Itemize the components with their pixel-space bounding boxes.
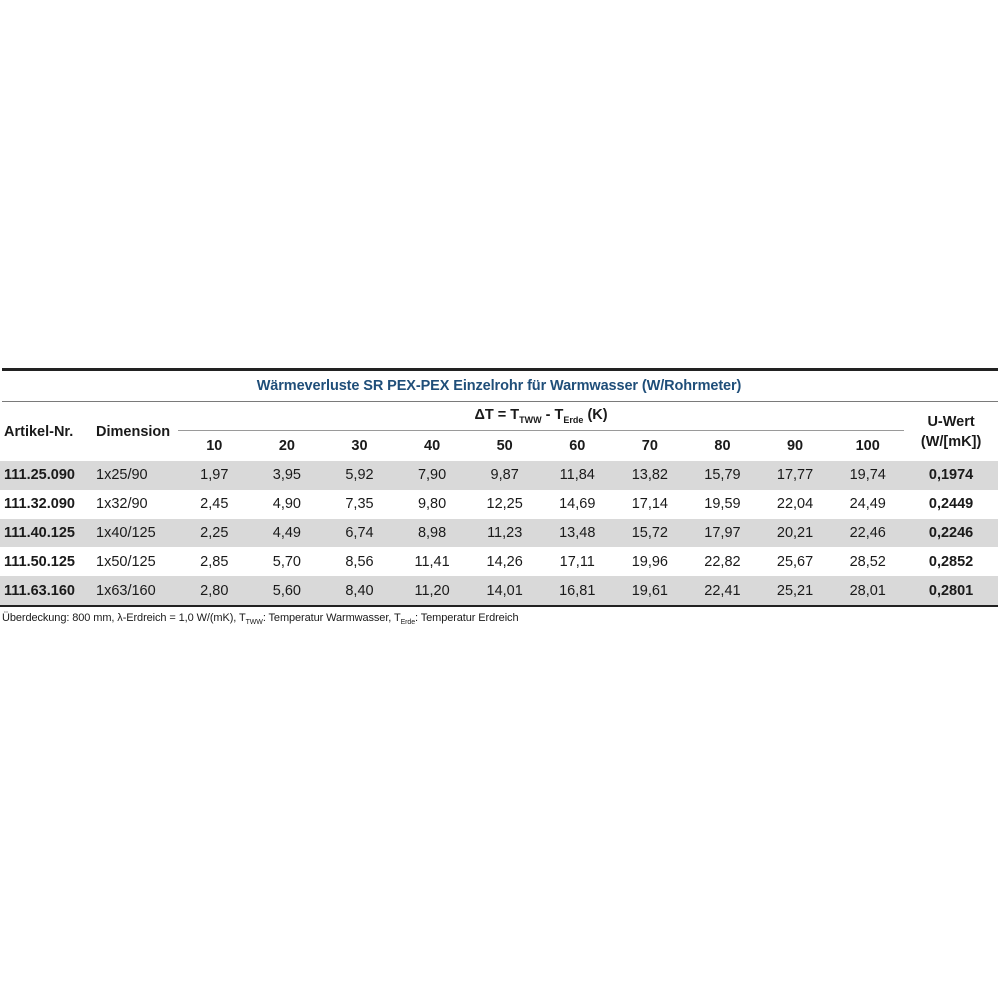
header-uwert — [904, 402, 998, 461]
uwert-line1: U-Wert — [927, 413, 975, 430]
header-artikel: Artikel-Nr. — [4, 423, 74, 440]
uwert-line2: (W/[mK]) — [920, 433, 982, 450]
cell-uwert: 0,2852 — [928, 553, 974, 570]
cell-value: 6,74 — [345, 524, 374, 541]
cell-value: 19,74 — [849, 467, 886, 484]
cell-value: 2,80 — [200, 582, 229, 599]
cell-artikel: 111.40.125 — [4, 524, 75, 541]
cell-value: 17,97 — [704, 524, 741, 541]
delta-sub-erde: Erde — [563, 414, 584, 425]
table-title: Wärmeverluste SR PEX-PEX Einzelrohr für Warmwasser (W/Rohrmeter) — [256, 378, 742, 394]
cell-value: 17,77 — [776, 467, 814, 484]
cell-value: 5,60 — [272, 582, 301, 599]
cell-value: 5,70 — [272, 553, 301, 570]
header-delta-t-40: 40 — [424, 438, 441, 454]
delta-mid: - T — [541, 407, 564, 424]
cell-dimension: 1x63/160 — [96, 582, 156, 599]
cell-value: 7,90 — [417, 467, 447, 484]
footnote-part3: : Temperatur Erdreich — [415, 611, 519, 624]
cell-artikel: 111.25.090 — [4, 467, 75, 484]
cell-value: 2,45 — [200, 496, 229, 513]
footnote-sub-erde: Erde — [400, 619, 415, 627]
header-delta-t-10: 10 — [206, 438, 223, 454]
cell-value: 19,96 — [631, 553, 668, 570]
cell-dimension: 1x25/90 — [96, 467, 148, 484]
footnote-part1: Überdeckung: 800 mm, λ-Erdreich = 1,0 W/(mK), T — [2, 611, 246, 624]
cell-value: 8,56 — [345, 553, 374, 570]
header-delta-t-80: 80 — [714, 438, 731, 454]
cell-value: 1,97 — [200, 467, 229, 484]
cell-artikel: 111.32.090 — [4, 496, 75, 513]
cell-value: 14,69 — [559, 496, 596, 513]
delta-sub-tww: TWW — [519, 414, 542, 425]
cell-value: 17,11 — [559, 553, 595, 570]
bottom-rule — [0, 605, 998, 607]
cell-value: 8,40 — [345, 582, 374, 599]
cell-value: 22,46 — [849, 524, 886, 541]
cell-value: 9,87 — [490, 467, 519, 484]
cell-value: 28,01 — [849, 582, 886, 599]
table-row — [0, 461, 998, 490]
cell-value: 11,84 — [559, 467, 595, 484]
cell-dimension: 1x32/90 — [96, 496, 148, 513]
cell-value: 19,61 — [631, 582, 668, 599]
cell-value: 28,52 — [849, 553, 886, 570]
cell-value: 4,49 — [272, 524, 301, 541]
heat-loss-table-sheet — [0, 368, 998, 626]
cell-value: 25,21 — [776, 582, 814, 599]
header-delta-t-20: 20 — [278, 438, 295, 454]
delta-suffix: (K) — [583, 407, 608, 424]
cell-value: 12,25 — [486, 496, 523, 513]
header-delta-t-60: 60 — [569, 438, 586, 454]
cell-uwert: 0,2246 — [928, 524, 974, 541]
header-delta-t-50: 50 — [496, 438, 513, 454]
footnote-sub-tww: TWW — [245, 619, 263, 627]
header-delta-t-70: 70 — [641, 438, 658, 454]
footnote — [0, 612, 998, 626]
cell-value: 2,85 — [200, 553, 229, 570]
cell-value: 5,92 — [345, 467, 374, 484]
cell-value: 11,23 — [487, 524, 523, 541]
header-delta-t-90: 90 — [786, 438, 804, 454]
cell-value: 15,72 — [631, 524, 668, 541]
cell-value: 17,14 — [631, 496, 668, 513]
cell-value: 24,49 — [849, 496, 886, 513]
cell-value: 9,80 — [417, 496, 447, 513]
cell-value: 4,90 — [272, 496, 301, 513]
cell-value: 8,98 — [417, 524, 447, 541]
cell-dimension: 1x50/125 — [96, 553, 156, 570]
cell-value: 22,04 — [776, 496, 814, 513]
cell-value: 22,41 — [704, 582, 741, 599]
cell-value: 7,35 — [345, 496, 374, 513]
cell-value: 13,82 — [631, 467, 668, 484]
table-row — [0, 547, 998, 576]
cell-value: 19,59 — [704, 496, 741, 513]
cell-value: 20,21 — [776, 524, 814, 541]
header-delta-t-100: 100 — [855, 438, 880, 454]
header-delta-t — [178, 402, 904, 431]
cell-value: 13,48 — [559, 524, 596, 541]
header-dimension: Dimension — [96, 423, 171, 440]
table-row — [0, 519, 998, 548]
cell-value: 25,67 — [776, 553, 814, 570]
cell-value: 16,81 — [559, 582, 596, 599]
cell-dimension: 1x40/125 — [96, 524, 156, 541]
cell-value: 2,25 — [200, 524, 229, 541]
footnote-part2: : Temperatur Warmwasser, T — [262, 611, 401, 624]
cell-uwert: 0,2801 — [928, 582, 974, 599]
cell-value: 3,95 — [272, 467, 301, 484]
cell-uwert: 0,1974 — [928, 467, 974, 484]
cell-value: 11,20 — [414, 582, 450, 599]
table-row — [0, 576, 998, 605]
cell-artikel: 111.50.125 — [4, 553, 75, 570]
cell-artikel: 111.63.160 — [4, 582, 75, 599]
cell-uwert: 0,2449 — [928, 496, 974, 513]
heat-loss-table — [0, 402, 998, 605]
header-delta-t-30: 30 — [351, 438, 368, 454]
cell-value: 22,82 — [704, 553, 741, 570]
delta-prefix: ΔT = T — [474, 407, 520, 424]
cell-value: 14,26 — [486, 553, 523, 570]
table-row — [0, 490, 998, 519]
cell-value: 15,79 — [704, 467, 741, 484]
cell-value: 11,41 — [414, 553, 450, 570]
cell-value: 14,01 — [486, 582, 523, 599]
